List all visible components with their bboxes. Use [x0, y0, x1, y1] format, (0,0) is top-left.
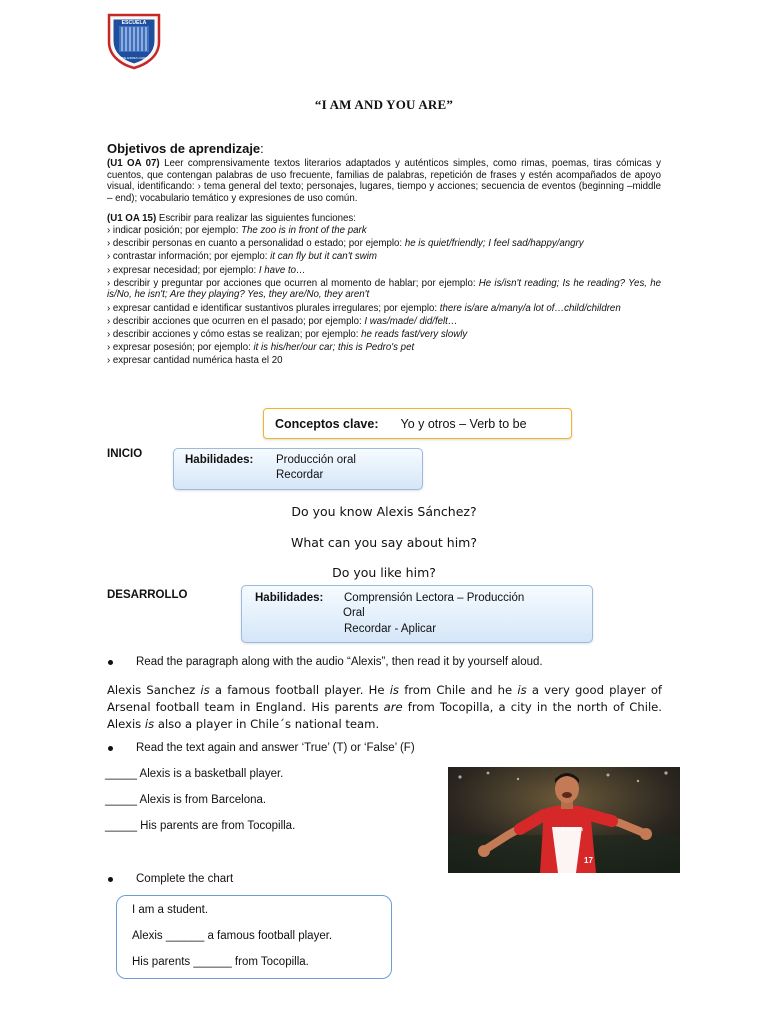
instruction-true-false: [105, 742, 415, 754]
true-false-item-2[interactable]: _____ Alexis is from Barcelona.: [105, 794, 267, 806]
oa07-text: Leer comprensivamente textos literarios adaptados y auténticos simples, como rimas, poemas, tiras cómicas y cuentos, que contengan palabras de uso frecuente, familias de palabras, repetición de frases y estén acompañados de apoyo visual, identificando: › tema general del texto; personajes, lugares, tiempo y acciones; secuencia de eventos (beginning –middle – end); vocabulario temático y expresiones de uso común.: [107, 158, 661, 204]
discussion-questions: [0, 497, 768, 589]
true-false-item-3[interactable]: _____ His parents are from Tocopilla.: [105, 820, 296, 832]
oa15-list-item: › indicar posición; por ejemplo: The zoo is in front of the park: [107, 224, 367, 236]
instruction-read-aloud: [105, 656, 543, 668]
complete-chart-box: [116, 895, 392, 979]
badge-bottom-text: JAIME ANDRES CORREA: [118, 57, 150, 60]
key-concepts-value: Yo y otros – Verb to be: [400, 416, 527, 431]
inicio-skill-2: Recordar: [276, 469, 324, 481]
desarrollo-skills-box: [241, 585, 593, 643]
oa15-list-item: › expresar posesión; por ejemplo: it is his/her/our car; this is Pedro's pet: [107, 342, 415, 354]
reading-paragraph: Alexis Sanchez is a famous football player. He is from Chile and he is a very good player of Arsenal football team in England. His parents are from Tocopilla, a city in the north of Chile. Alexis is also a player in Chile´s national team.: [107, 683, 662, 731]
desarrollo-skills-label: Habilidades:: [255, 592, 324, 604]
oa07-code: (U1 OA 07): [107, 158, 160, 169]
oa15-list-item: › describir acciones y cómo estas se realizan; por ejemplo: he reads fast/very slowly: [107, 328, 468, 340]
inicio-skills-box: [173, 448, 423, 490]
true-false-item-1[interactable]: _____ Alexis is a basketball player.: [105, 768, 284, 780]
oa15-paragraph: [107, 213, 661, 225]
bullet-icon: [108, 877, 113, 882]
key-concepts-label: Conceptos clave:: [275, 416, 379, 431]
inicio-skill-1: Producción oral: [276, 454, 356, 466]
oa15-list-item: › describir y preguntar por acciones que ocurren al momento de hablar; por ejemplo: He is/isn't reading; Is he reading? Yes, he is/No, he isn't; Are they playing? Yes, they are/No, they aren't: [107, 277, 661, 301]
oa15-list-item: › expresar cantidad e identificar sustantivos plurales irregulares; por ejemplo: there is/are a/many/a lot of…child/children: [107, 302, 621, 314]
inicio-label: INICIO: [107, 448, 143, 460]
bullet-icon: [108, 660, 113, 665]
oa15-list-item: › contrastar información; por ejemplo: it can fly but it can't swim: [107, 251, 377, 263]
desarrollo-label: DESARROLLO: [107, 589, 188, 601]
chart-row-1: I am a student.: [132, 904, 209, 916]
oa15-list-item: › describir acciones que ocurren en el pasado; por ejemplo: I was/made/ did/felt…: [107, 315, 458, 327]
desarrollo-skill-3: Recordar - Aplicar: [344, 623, 437, 635]
key-concepts-box: [263, 408, 572, 439]
question-3: Do you like him?: [332, 565, 436, 580]
oa15-text: Escribir para realizar las siguientes funciones:: [156, 213, 356, 225]
instruction-complete-chart-text: Complete the chart: [136, 873, 234, 885]
chart-row-3[interactable]: His parents ______ from Tocopilla.: [132, 956, 309, 968]
instruction-read-aloud-text: Read the paragraph along with the audio “Alexis”, then read it by yourself aloud.: [136, 656, 543, 668]
school-badge: [105, 12, 163, 70]
oa15-code: (U1 OA 15): [107, 213, 157, 225]
jersey-number: 17: [584, 856, 593, 865]
question-2: What can you say about him?: [291, 534, 477, 550]
desarrollo-skill-2: Oral: [343, 607, 365, 619]
chart-row-2[interactable]: Alexis ______ a famous football player.: [132, 930, 333, 942]
desarrollo-skill-1: Comprensión Lectora – Producción: [344, 592, 525, 604]
alexis-photo: [448, 767, 680, 873]
oa15-list-item: › expresar necesidad; por ejemplo: I have to…: [107, 264, 306, 276]
page-title: “I AM AND YOU ARE”: [314, 97, 454, 112]
instruction-complete-chart: [105, 873, 233, 885]
bullet-icon: [108, 746, 113, 751]
objectives-section: [107, 141, 661, 368]
badge-top-text: ESCUELA: [121, 20, 147, 26]
jersey-text: Fly Emirates: [552, 827, 584, 833]
oa15-list-item: › describir personas en cuanto a personalidad o estado; por ejemplo: he is quiet/friendly; I feel sad/happy/angry: [107, 238, 584, 250]
instruction-true-false-text: Read the text again and answer ‘True’ (T) or ‘False’ (F): [136, 742, 415, 754]
oa15-list-item: › expresar cantidad numérica hasta el 20: [107, 355, 283, 367]
oa15-list: [107, 225, 661, 367]
inicio-skills-label: Habilidades:: [185, 454, 254, 466]
objectives-heading: Objetivos de aprendizaje:: [107, 141, 264, 156]
oa07-paragraph: [107, 158, 661, 204]
question-1: Do you know Alexis Sánchez?: [291, 504, 477, 519]
